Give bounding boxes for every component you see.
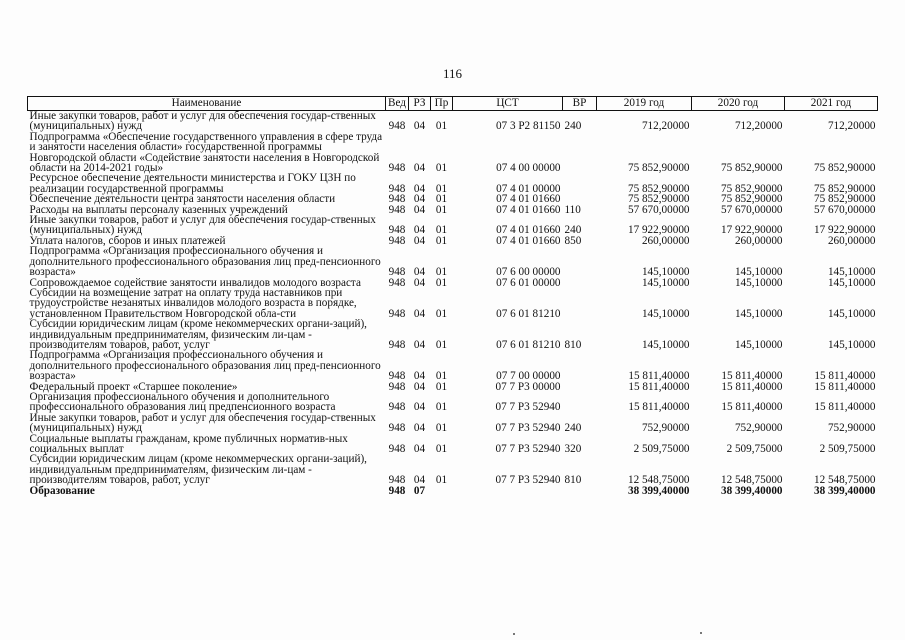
- row-vr: [563, 173, 597, 194]
- row-ved: 948: [388, 193, 406, 206]
- row-value-2020: 145,10000: [734, 307, 783, 320]
- row-value-2019: 2 509,75000: [633, 443, 690, 455]
- row-name: Федеральный проект «Старшее поколение»: [29, 380, 238, 393]
- row-value-2020: 712,20000: [734, 120, 783, 133]
- row-value-2020: 12 548,75000: [720, 474, 783, 487]
- row-name: Субсидии на возмещение затрат на оплату труда наставников при трудоустройстве незанятых инвалидов молодого возраста в порядке, установленном Правительством Новгородской обла-сти: [29, 286, 357, 320]
- row-value-2021: 15 811,40000: [814, 401, 876, 414]
- row-rz: 04: [413, 380, 426, 393]
- row-value-2019: 75 852,90000: [627, 182, 690, 195]
- row-name: Подпрограмма «Обеспечение государственного управления в сфере труда и занятости населения области» государственной программы Новгородской области «Содействие занятости населения в Новгородской области на 2014-2021 годы»: [29, 130, 383, 175]
- row-ved: 948: [388, 162, 406, 175]
- table-row: [28, 454, 878, 485]
- row-value-2019: 75 852,90000: [627, 162, 690, 175]
- header-2021: 2021 год: [785, 97, 878, 111]
- table-row: [28, 215, 878, 236]
- row-cst: 07 7 P3 52940: [495, 443, 561, 455]
- row-value-2019: 12 548,75000: [627, 474, 690, 487]
- row-pr: 01: [435, 307, 448, 320]
- row-value-2019: 145,10000: [641, 276, 690, 289]
- row-ved: 948: [388, 474, 406, 487]
- row-vr: 850: [564, 234, 582, 247]
- row-rz: 04: [413, 338, 426, 351]
- budget-table: [27, 96, 878, 496]
- row-pr: 01: [435, 370, 448, 383]
- table-row: [28, 288, 878, 319]
- row-vr: 810: [564, 338, 582, 351]
- row-ved: 948: [388, 338, 406, 351]
- row-rz: 04: [413, 422, 426, 435]
- row-value-2021: 57 670,00000: [813, 203, 876, 216]
- row-value-2019: 17 922,90000: [627, 224, 690, 237]
- row-name: Субсидии юридическим лицам (кроме некоммерческих органи-заций), индивидуальным предпринимателям, физическим ли-цам - производителям товаров, работ, услуг: [29, 453, 367, 487]
- row-rz: 04: [413, 266, 426, 279]
- row-ved: 948: [388, 422, 406, 435]
- row-value-2021: 15 811,40000: [814, 380, 876, 393]
- row-value-2019: 75 852,90000: [627, 193, 690, 206]
- row-cst: 07 6 01 81210: [496, 338, 561, 351]
- row-cst: 07 6 01 00000: [496, 276, 561, 289]
- row-name: Субсидии юридическим лицам (кроме некоммерческих органи-заций), индивидуальным предпринимателям, физическим ли-цам - производителям товаров, работ, услуг: [29, 318, 367, 351]
- row-pr: 01: [435, 120, 448, 133]
- table-row: [28, 246, 878, 277]
- row-value-2021: 75 852,90000: [813, 182, 876, 195]
- row-value-2020: 145,10000: [734, 276, 783, 289]
- row-pr: 01: [435, 443, 448, 455]
- table-body: [28, 111, 878, 497]
- row-ved: 948: [388, 120, 406, 133]
- row-value-2021: 15 811,40000: [814, 370, 876, 383]
- table-row: [28, 319, 878, 350]
- row-cst: 07 7 P3 52940: [495, 401, 561, 414]
- row-cst: 07 7 P3 52940: [495, 422, 561, 435]
- row-vr: 810: [564, 474, 582, 487]
- row-cst: 07 6 00 00000: [496, 266, 561, 279]
- row-rz: 04: [413, 193, 426, 206]
- row-value-2019: 145,10000: [641, 266, 690, 279]
- row-ved: 948: [388, 182, 406, 195]
- header-vr: ВР: [563, 97, 597, 111]
- row-vr: [563, 392, 597, 413]
- row-cst: 07 3 P2 81150: [495, 120, 561, 133]
- row-value-2019: 15 811,40000: [628, 380, 690, 393]
- row-value-2020: 57 670,00000: [720, 203, 783, 216]
- header-pr: Пр: [431, 97, 453, 111]
- row-value-2020: 145,10000: [734, 338, 783, 351]
- header-cst: ЦСТ: [453, 97, 563, 111]
- table-row: [28, 392, 878, 413]
- row-cst: 07 4 01 01660: [496, 224, 561, 237]
- row-rz: 04: [413, 182, 426, 195]
- row-value-2020: 75 852,90000: [720, 162, 783, 175]
- row-value-2021: 17 922,90000: [813, 224, 876, 237]
- row-cst: 07 7 P3 00000: [495, 380, 561, 393]
- row-value-2020: 75 852,90000: [720, 182, 783, 195]
- row-vr: 110: [564, 203, 581, 216]
- row-vr: [563, 382, 597, 392]
- row-pr: 01: [435, 422, 448, 435]
- row-pr: 01: [435, 276, 448, 289]
- row-pr: 01: [435, 203, 448, 216]
- row-pr: 01: [435, 380, 448, 393]
- row-value-2021: 2 509,75000: [819, 443, 876, 455]
- row-ved: 948: [388, 234, 406, 247]
- row-vr: 240: [564, 422, 582, 435]
- row-name: Подпрограмма «Организация профессионального обучения и дополнительного профессионального образования лиц пред-пенсионного возраста»: [29, 245, 381, 279]
- row-vr: 240: [564, 120, 582, 133]
- row-value-2020: 17 922,90000: [720, 224, 783, 237]
- table-row: [28, 350, 878, 381]
- row-value-2019: 15 811,40000: [628, 401, 690, 414]
- row-rz: 04: [413, 401, 426, 414]
- row-cst: [453, 486, 563, 496]
- row-rz: 04: [413, 443, 426, 455]
- row-value-2020: 38 399,40000: [720, 484, 783, 497]
- row-rz: 04: [413, 474, 426, 487]
- page-number: 116: [442, 66, 463, 81]
- row-name: Иные закупки товаров, работ и услуг для обеспечения государ-ственных (муниципальных) нужд: [29, 214, 376, 237]
- row-value-2021: 145,10000: [827, 338, 876, 351]
- row-value-2021: 145,10000: [827, 266, 876, 279]
- row-name: Сопровождаемое содействие занятости инвалидов молодого возраста: [29, 276, 361, 289]
- row-value-2019: 38 399,40000: [627, 484, 690, 497]
- row-cst: 07 6 01 81210: [496, 307, 561, 320]
- row-value-2020: 145,10000: [734, 266, 783, 279]
- row-value-2019: 57 670,00000: [627, 203, 690, 216]
- table-row: [28, 111, 878, 132]
- row-name: Организация профессионального обучения и дополнительного профессионального образования лиц предпенсионного возраста: [29, 390, 336, 414]
- row-name: Социальные выплаты гражданам, кроме публичных норматив-ных социальных выплат: [29, 432, 348, 455]
- row-name: Расходы на выплаты персоналу казенных учреждений: [29, 203, 288, 216]
- row-name: Подпрограмма «Организация профессионального обучения и дополнительного профессионального образования лиц пред-пенсионного возраста»: [29, 349, 381, 383]
- row-value-2021: 75 852,90000: [813, 162, 876, 175]
- row-rz: 04: [413, 307, 426, 320]
- row-ved: 948: [388, 370, 406, 383]
- table-row: [28, 132, 878, 174]
- row-pr: 01: [435, 338, 448, 351]
- row-pr: 01: [435, 162, 448, 175]
- row-value-2019: 260,00000: [641, 234, 690, 247]
- row-pr: 01: [435, 224, 448, 237]
- row-cst: 07 4 01 00000: [496, 182, 561, 195]
- header-ved: Вед: [386, 97, 409, 111]
- row-pr: 01: [435, 234, 448, 247]
- row-name: Обеспечение деятельности центра занятости населения области: [29, 193, 336, 206]
- row-pr: 01: [435, 474, 448, 487]
- table-header: [28, 97, 878, 111]
- row-ved: 948: [388, 401, 406, 414]
- row-value-2020: 15 811,40000: [721, 380, 783, 393]
- row-rz: 04: [413, 224, 426, 237]
- row-rz: 04: [413, 203, 426, 216]
- row-pr: 01: [435, 266, 448, 279]
- scan-speck: [513, 633, 515, 635]
- row-cst: 07 4 01 01660: [496, 203, 561, 216]
- row-value-2019: 145,10000: [641, 307, 690, 320]
- row-value-2019: 752,90000: [641, 422, 690, 435]
- row-vr: [563, 486, 597, 496]
- table-row: [28, 413, 878, 434]
- row-name: Образование: [29, 484, 95, 497]
- row-pr: 01: [435, 193, 448, 206]
- row-cst: 07 4 01 01660: [496, 234, 561, 247]
- row-vr: [563, 288, 597, 319]
- row-name: Иные закупки товаров, работ и услуг для обеспечения государ-ственных (муниципальных) нужд: [29, 411, 376, 435]
- row-rz: 04: [413, 234, 426, 247]
- row-name: Уплата налогов, сборов и иных платежей: [29, 234, 226, 247]
- row-cst: 07 4 00 00000: [496, 162, 561, 175]
- row-ved: 948: [388, 380, 406, 393]
- row-name: Иные закупки товаров, работ и услуг для обеспечения государ-ственных (муниципальных) нужд: [29, 110, 376, 133]
- row-value-2020: 15 811,40000: [721, 401, 783, 414]
- row-vr: [563, 246, 597, 277]
- row-vr: 320: [564, 443, 582, 455]
- row-value-2021: 260,00000: [827, 234, 876, 247]
- table-row: [28, 173, 878, 194]
- row-name: Ресурсное обеспечение деятельности министерства и ГОКУ ЦЗН по реализации государственной программы: [29, 172, 356, 195]
- header-2020: 2020 год: [692, 97, 785, 111]
- row-pr: 01: [435, 401, 448, 414]
- header-rz: РЗ: [409, 97, 431, 111]
- row-rz: 04: [413, 276, 426, 289]
- row-value-2021: 145,10000: [827, 307, 876, 320]
- row-value-2021: 75 852,90000: [813, 193, 876, 206]
- row-rz: 04: [413, 370, 426, 383]
- row-value-2019: 145,10000: [641, 338, 690, 351]
- row-value-2019: 15 811,40000: [628, 370, 690, 383]
- row-vr: [563, 132, 597, 174]
- row-ved: 948: [388, 224, 406, 237]
- row-cst: 07 7 00 00000: [496, 370, 561, 383]
- row-rz: 04: [413, 162, 426, 175]
- row-value-2021: 38 399,40000: [813, 484, 876, 497]
- row-ved: 948: [388, 276, 406, 289]
- row-value-2021: 712,20000: [827, 120, 876, 133]
- row-vr: 240: [564, 224, 582, 237]
- row-cst: 07 7 P3 52940: [495, 474, 561, 487]
- row-cst: 07 4 01 01660: [496, 193, 561, 206]
- row-value-2020: 15 811,40000: [721, 370, 783, 383]
- row-value-2021: 12 548,75000: [813, 474, 876, 487]
- table-row: [28, 434, 878, 455]
- row-value-2020: 260,00000: [734, 234, 783, 247]
- row-ved: 948: [388, 307, 406, 320]
- row-rz: 04: [413, 120, 426, 133]
- row-ved: 948: [388, 203, 406, 216]
- row-value-2020: 752,90000: [734, 422, 783, 435]
- row-ved: 948: [388, 266, 406, 279]
- row-vr: [563, 278, 597, 288]
- row-value-2021: 752,90000: [827, 422, 876, 435]
- row-value-2021: 145,10000: [827, 276, 876, 289]
- row-rz: 07: [413, 484, 426, 497]
- row-value-2020: 2 509,75000: [726, 443, 783, 455]
- scan-speck: [700, 632, 702, 634]
- total-row: [28, 486, 878, 496]
- row-pr: [431, 486, 453, 496]
- header-2019: 2019 год: [597, 97, 692, 111]
- row-pr: 01: [435, 182, 448, 195]
- header-name: Наименование: [28, 97, 386, 111]
- row-value-2019: 712,20000: [641, 120, 690, 133]
- row-vr: [563, 350, 597, 381]
- row-ved: 948: [388, 484, 406, 497]
- row-value-2020: 75 852,90000: [720, 193, 783, 206]
- row-ved: 948: [388, 443, 406, 455]
